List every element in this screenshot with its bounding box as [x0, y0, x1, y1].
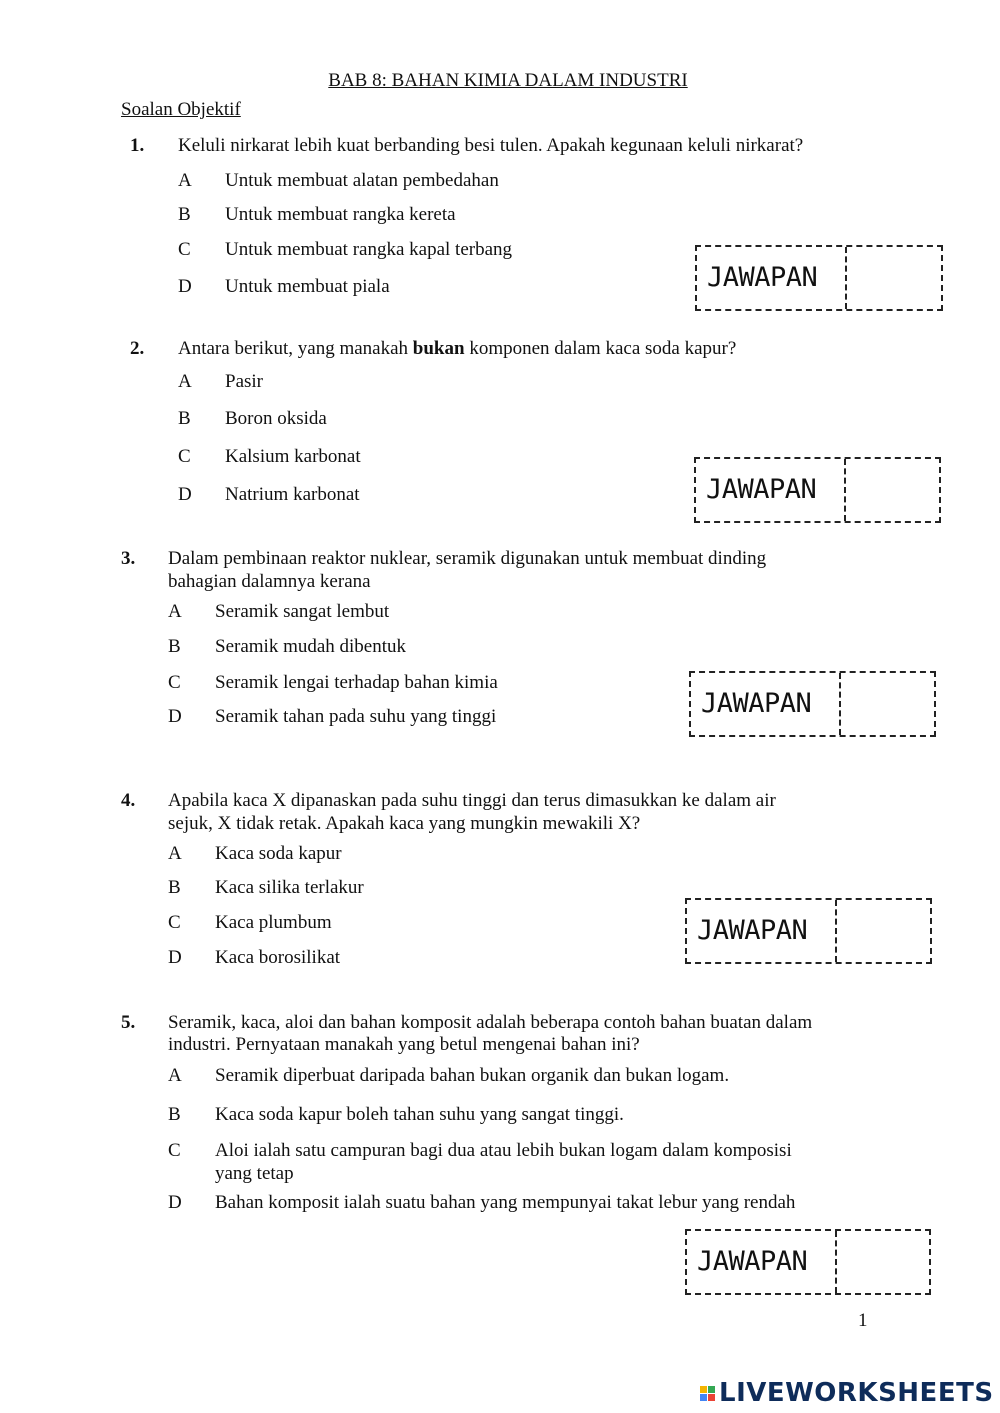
logo-square	[700, 1394, 707, 1401]
option-letter: B	[168, 877, 181, 898]
option-letter: A	[178, 371, 192, 392]
option-text: Untuk membuat rangka kereta	[225, 204, 456, 225]
answer-box-2	[694, 457, 941, 523]
option-letter: C	[168, 1140, 181, 1161]
question-text: bahagian dalamnya kerana	[168, 571, 371, 592]
question-text-emphasis: bukan	[412, 338, 465, 359]
section-subtitle: Soalan Objektif	[121, 99, 241, 120]
option-letter: A	[168, 843, 182, 864]
option-letter: C	[178, 446, 191, 467]
option-letter: C	[168, 672, 181, 693]
logo-square	[700, 1386, 707, 1393]
answer-input-5[interactable]	[839, 1231, 929, 1293]
question-text: industri. Pernyataan manakah yang betul mengenai bahan ini?	[168, 1034, 640, 1055]
option-letter: B	[178, 204, 191, 225]
option-text: Seramik mudah dibentuk	[215, 636, 407, 657]
logo-square	[708, 1386, 715, 1393]
answer-label: JAWAPAN	[697, 247, 847, 309]
answer-label: JAWAPAN	[696, 459, 846, 521]
option-text: yang tetap	[215, 1163, 294, 1184]
option-text: Kaca silika terlakur	[215, 877, 364, 898]
option-text: Bahan komposit ialah suatu bahan yang mempunyai takat lebur yang rendah	[215, 1192, 796, 1213]
question-number: 4.	[121, 790, 136, 811]
answer-box-1	[695, 245, 943, 311]
option-text: Pasir	[225, 371, 263, 392]
option-text: Kaca plumbum	[215, 912, 332, 933]
question-number: 1.	[130, 135, 145, 156]
answer-box-5	[685, 1229, 931, 1295]
option-text: Untuk membuat piala	[225, 276, 390, 297]
question-text	[178, 338, 736, 360]
answer-label: JAWAPAN	[687, 900, 837, 962]
question-number: 5.	[121, 1012, 136, 1033]
answer-label: JAWAPAN	[691, 673, 841, 735]
option-text: Boron oksida	[225, 408, 327, 429]
option-letter: D	[168, 706, 182, 727]
question-text: Dalam pembinaan reaktor nuklear, seramik digunakan untuk membuat dinding	[168, 548, 767, 569]
option-letter: C	[178, 239, 191, 260]
answer-input-3[interactable]	[843, 673, 934, 735]
option-text: Seramik sangat lembut	[215, 601, 390, 622]
question-number: 2.	[130, 338, 145, 359]
answer-input-4[interactable]	[839, 900, 930, 962]
option-text: Kalsium karbonat	[225, 446, 361, 467]
question-text-part: Antara berikut, yang manakah	[178, 338, 409, 359]
option-text: Kaca soda kapur boleh tahan suhu yang sangat tinggi.	[215, 1104, 624, 1125]
option-letter: D	[178, 484, 192, 505]
option-text: Untuk membuat rangka kapal terbang	[225, 239, 513, 260]
question-text: Keluli nirkarat lebih kuat berbanding besi tulen. Apakah kegunaan keluli nirkarat?	[178, 135, 804, 156]
option-text: Kaca borosilikat	[215, 947, 341, 968]
answer-box-3	[689, 671, 936, 737]
question-text-part: komponen dalam kaca soda kapur?	[469, 338, 737, 359]
page-number: 1	[858, 1310, 868, 1331]
logo-squares-icon	[700, 1386, 715, 1401]
option-letter: D	[178, 276, 192, 297]
option-letter: A	[168, 1065, 182, 1086]
option-letter: B	[178, 408, 191, 429]
option-text: Natrium karbonat	[225, 484, 360, 505]
page-title: BAB 8: BAHAN KIMIA DALAM INDUSTRI	[328, 70, 688, 91]
option-letter: B	[168, 636, 181, 657]
logo-text: LIVEWORKSHEETS	[719, 1378, 994, 1408]
liveworksheets-logo[interactable]	[700, 1378, 994, 1408]
answer-input-1[interactable]	[849, 247, 941, 309]
option-letter: A	[178, 170, 192, 191]
option-letter: A	[168, 601, 182, 622]
option-letter: B	[168, 1104, 181, 1125]
option-text: Seramik diperbuat daripada bahan bukan organik dan bukan logam.	[215, 1065, 730, 1086]
option-letter: D	[168, 947, 182, 968]
option-text: Kaca soda kapur	[215, 843, 342, 864]
question-text: Apabila kaca X dipanaskan pada suhu tinggi dan terus dimasukkan ke dalam air	[168, 790, 776, 811]
answer-label: JAWAPAN	[687, 1231, 837, 1293]
option-text: Seramik tahan pada suhu yang tinggi	[215, 706, 497, 727]
question-text: sejuk, X tidak retak. Apakah kaca yang mungkin mewakili X?	[168, 813, 641, 834]
answer-input-2[interactable]	[848, 459, 939, 521]
option-text: Aloi ialah satu campuran bagi dua atau lebih bukan logam dalam komposisi	[215, 1140, 792, 1161]
question-text: Seramik, kaca, aloi dan bahan komposit adalah beberapa contoh bahan buatan dalam	[168, 1012, 813, 1033]
option-text: Untuk membuat alatan pembedahan	[225, 170, 499, 191]
question-number: 3.	[121, 548, 136, 569]
option-letter: C	[168, 912, 181, 933]
logo-square	[708, 1394, 715, 1401]
answer-box-4	[685, 898, 932, 964]
option-text: Seramik lengai terhadap bahan kimia	[215, 672, 498, 693]
option-letter: D	[168, 1192, 182, 1213]
